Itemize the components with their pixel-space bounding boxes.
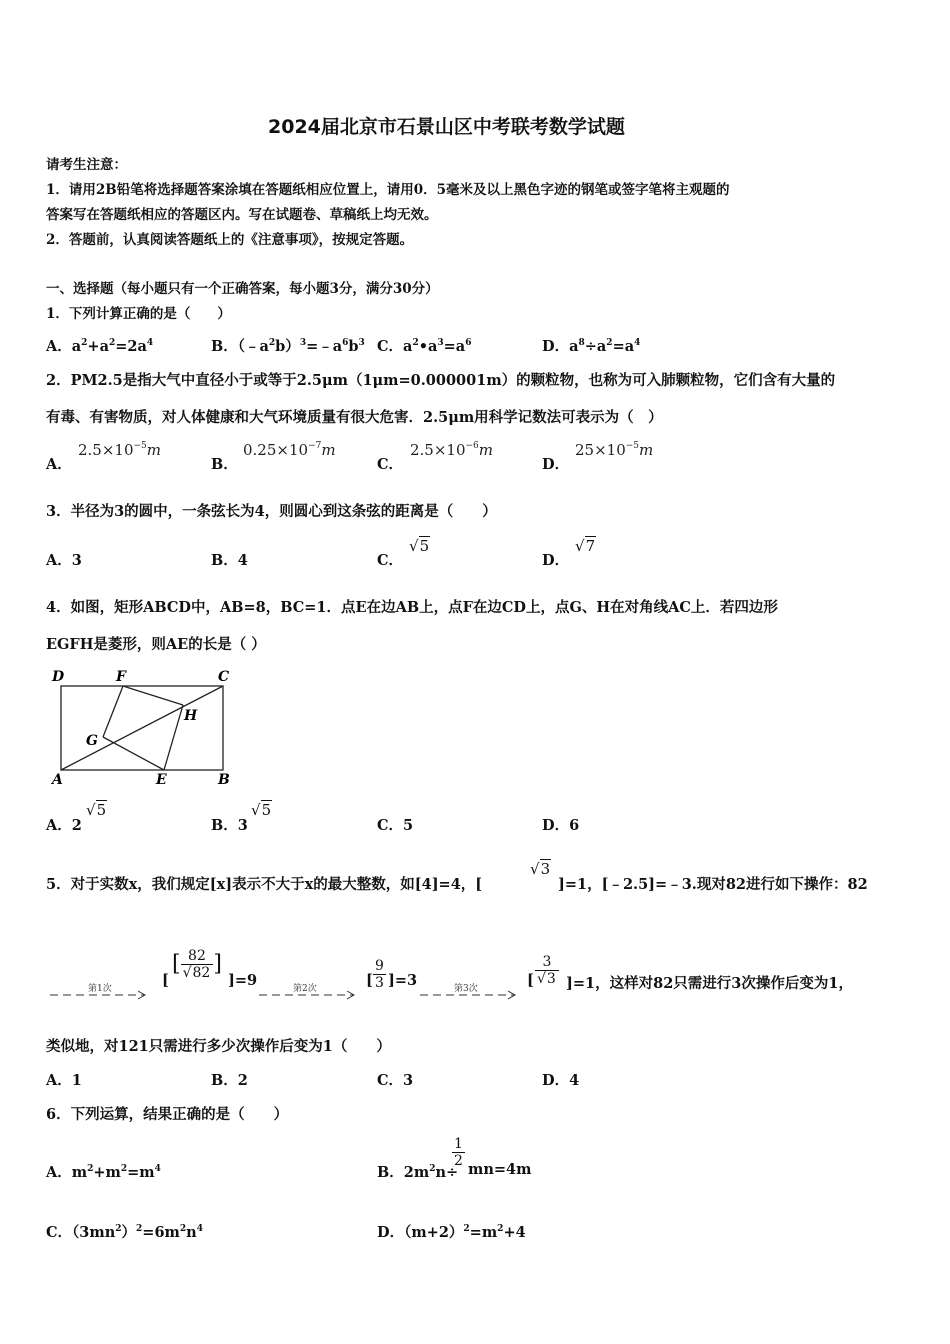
q5-step1-arrow bbox=[48, 980, 150, 1000]
q1-option-c: C．$a^2•a^3=a^6$ bbox=[377, 338, 472, 355]
q3-option-c-radical: √5 bbox=[409, 537, 430, 555]
q5-bracket3: [ bbox=[527, 972, 534, 989]
q5-line-1a: 5．对于实数x，我们规定[x]表示不大于x的最大整数，如[4]=4，[ bbox=[46, 876, 483, 893]
q2-option-b-value: $0.25\times 10^{-7}m$ bbox=[243, 441, 336, 459]
q5-option-b: B．2 bbox=[211, 1072, 248, 1089]
q5-option-c: C．3 bbox=[377, 1072, 414, 1089]
q2-option-b-label: B． bbox=[211, 456, 238, 473]
label-e: E bbox=[156, 772, 167, 788]
q5-option-a: A．1 bbox=[46, 1072, 82, 1089]
q5-result3: ]=1，这样对82只需进行3次操作后变为1， bbox=[566, 975, 853, 992]
segment-fg bbox=[103, 686, 123, 737]
q5-bracket1-open: [ bbox=[162, 972, 169, 989]
q4-line-1: 4．如图，矩形ABCD中，AB=8，BC=1．点E在边AB上，点F在边CD上，点G、H在对角线AC上．若四边形 bbox=[46, 599, 778, 616]
q1-stem: 1．下列计算正确的是（ ） bbox=[46, 306, 231, 322]
q1-option-a: A．$a^2+a^2=2a^4$ bbox=[46, 338, 154, 355]
q5-result1: ]=9 bbox=[228, 972, 258, 989]
q5-bracket2: [ bbox=[366, 972, 373, 989]
q5-sqrt3: √3 bbox=[530, 860, 551, 878]
q2-option-d-value: $25\times 10^{-5}m$ bbox=[575, 441, 654, 459]
q5-step2-arrow bbox=[257, 980, 359, 1000]
q4-option-b: B．3 bbox=[211, 817, 248, 834]
q6-option-d: D．$(m+2)^2=m^2+4$ bbox=[377, 1224, 526, 1241]
section-heading: 一、选择题（每小题只有一个正确答案，每小题3分，满分30分） bbox=[46, 281, 439, 297]
q4-option-d: D．6 bbox=[542, 817, 580, 834]
q6-option-c: C．$(3mn^2)^2=6m^2n^4$ bbox=[46, 1224, 203, 1241]
q6-stem: 6．下列运算，结果正确的是（ ） bbox=[46, 1106, 289, 1123]
q3-option-c: C． bbox=[377, 552, 404, 569]
q5-step3-label: 第3次 bbox=[454, 984, 478, 994]
label-d: D bbox=[52, 669, 65, 685]
notice-heading: 请考生注意： bbox=[46, 157, 127, 173]
q2-option-c-label: C． bbox=[377, 456, 404, 473]
q2-line-2: 有毒、有害物质，对人体健康和大气环境质量有很大危害．2.5μm用科学记数法可表示为（ ） bbox=[46, 409, 663, 426]
q3-option-b: B．4 bbox=[211, 552, 248, 569]
q4-option-a-radical: √5 bbox=[86, 801, 107, 819]
label-g: G bbox=[86, 733, 98, 749]
q3-option-d-radical: √7 bbox=[575, 537, 596, 555]
label-a: A bbox=[52, 772, 63, 788]
notice-line-1: 1．请用2B铅笔将选择题答案涂填在答题纸相应位置上，请用0．5毫米及以上黑色字迹的钢笔或签字笔将主观题的 bbox=[46, 182, 730, 198]
q2-option-d-label: D． bbox=[542, 456, 570, 473]
q5-step1-label: 第1次 bbox=[88, 984, 112, 994]
q4-option-b-radical: √5 bbox=[251, 801, 272, 819]
q4-line-2: EGFH是菱形，则AE的长是（ ） bbox=[46, 636, 266, 653]
q2-option-a-value: $2.5\times 10^{-5}m$ bbox=[78, 441, 162, 459]
label-c: C bbox=[218, 669, 230, 685]
q3-stem: 3．半径为3的圆中，一条弦长为4，则圆心到这条弦的距离是（ ） bbox=[46, 503, 497, 520]
q5-step2-label: 第2次 bbox=[293, 984, 317, 994]
q5-option-d: D．4 bbox=[542, 1072, 580, 1089]
q6-option-b-fraction: $\frac{1}{2}$ bbox=[454, 1136, 463, 1169]
q2-line-1: 2．PM2.5是指大气中直径小于或等于2.5μm（1μm=0.000001m）的颗粒物，也称为可入肺颗粒物，它们含有大量的 bbox=[46, 372, 836, 389]
q4-figure bbox=[46, 664, 246, 790]
label-b: B bbox=[218, 772, 230, 788]
q5-line-3: 类似地，对121只需进行多少次操作后变为1（ ） bbox=[46, 1038, 391, 1055]
page-title: 2024届北京市石景山区中考联考数学试题 bbox=[268, 116, 625, 138]
q6-option-b-left: B．$2m^2n\div$ bbox=[377, 1164, 459, 1181]
q1-option-b: B．$(﹣a^2b)^3=﹣a^6b^3$ bbox=[211, 338, 365, 355]
q5-step3-arrow bbox=[418, 980, 520, 1000]
q5-line-1b: ]=1，[﹣2.5]=﹣3.现对82进行如下操作：82 bbox=[558, 876, 868, 893]
q5-frac2: $\frac{9}{3}$ bbox=[375, 958, 384, 991]
segment-fh bbox=[123, 686, 183, 705]
q2-option-a-label: A． bbox=[46, 456, 72, 473]
segment-ge bbox=[103, 737, 164, 770]
q4-option-a: A．2 bbox=[46, 817, 82, 834]
q4-option-c: C．5 bbox=[377, 817, 414, 834]
q5-frac3: $\frac{3}{√3}$ bbox=[535, 954, 559, 987]
q1-option-d: D．$a^8\div a^2=a^4$ bbox=[542, 338, 641, 355]
q2-option-c-value: $2.5\times 10^{-6}m$ bbox=[410, 441, 494, 459]
q5-result2: ]=3 bbox=[388, 972, 418, 989]
label-f: F bbox=[116, 669, 126, 685]
q3-option-d: D． bbox=[542, 552, 570, 569]
q6-option-b-right: mn=4m bbox=[468, 1161, 532, 1178]
notice-line-2: 答案写在答题纸相应的答题区内。写在试题卷、草稿纸上均无效。 bbox=[46, 207, 438, 223]
q3-option-a: A．3 bbox=[46, 552, 82, 569]
notice-line-3: 2．答题前，认真阅读答题纸上的《注意事项》，按规定答题。 bbox=[46, 232, 414, 248]
q5-bracket1-outer: [ $\frac{82}{√82}$ ] bbox=[172, 948, 222, 981]
q6-option-a: A．$m^2+m^2=m^4$ bbox=[46, 1164, 161, 1181]
label-h: H bbox=[184, 708, 198, 724]
